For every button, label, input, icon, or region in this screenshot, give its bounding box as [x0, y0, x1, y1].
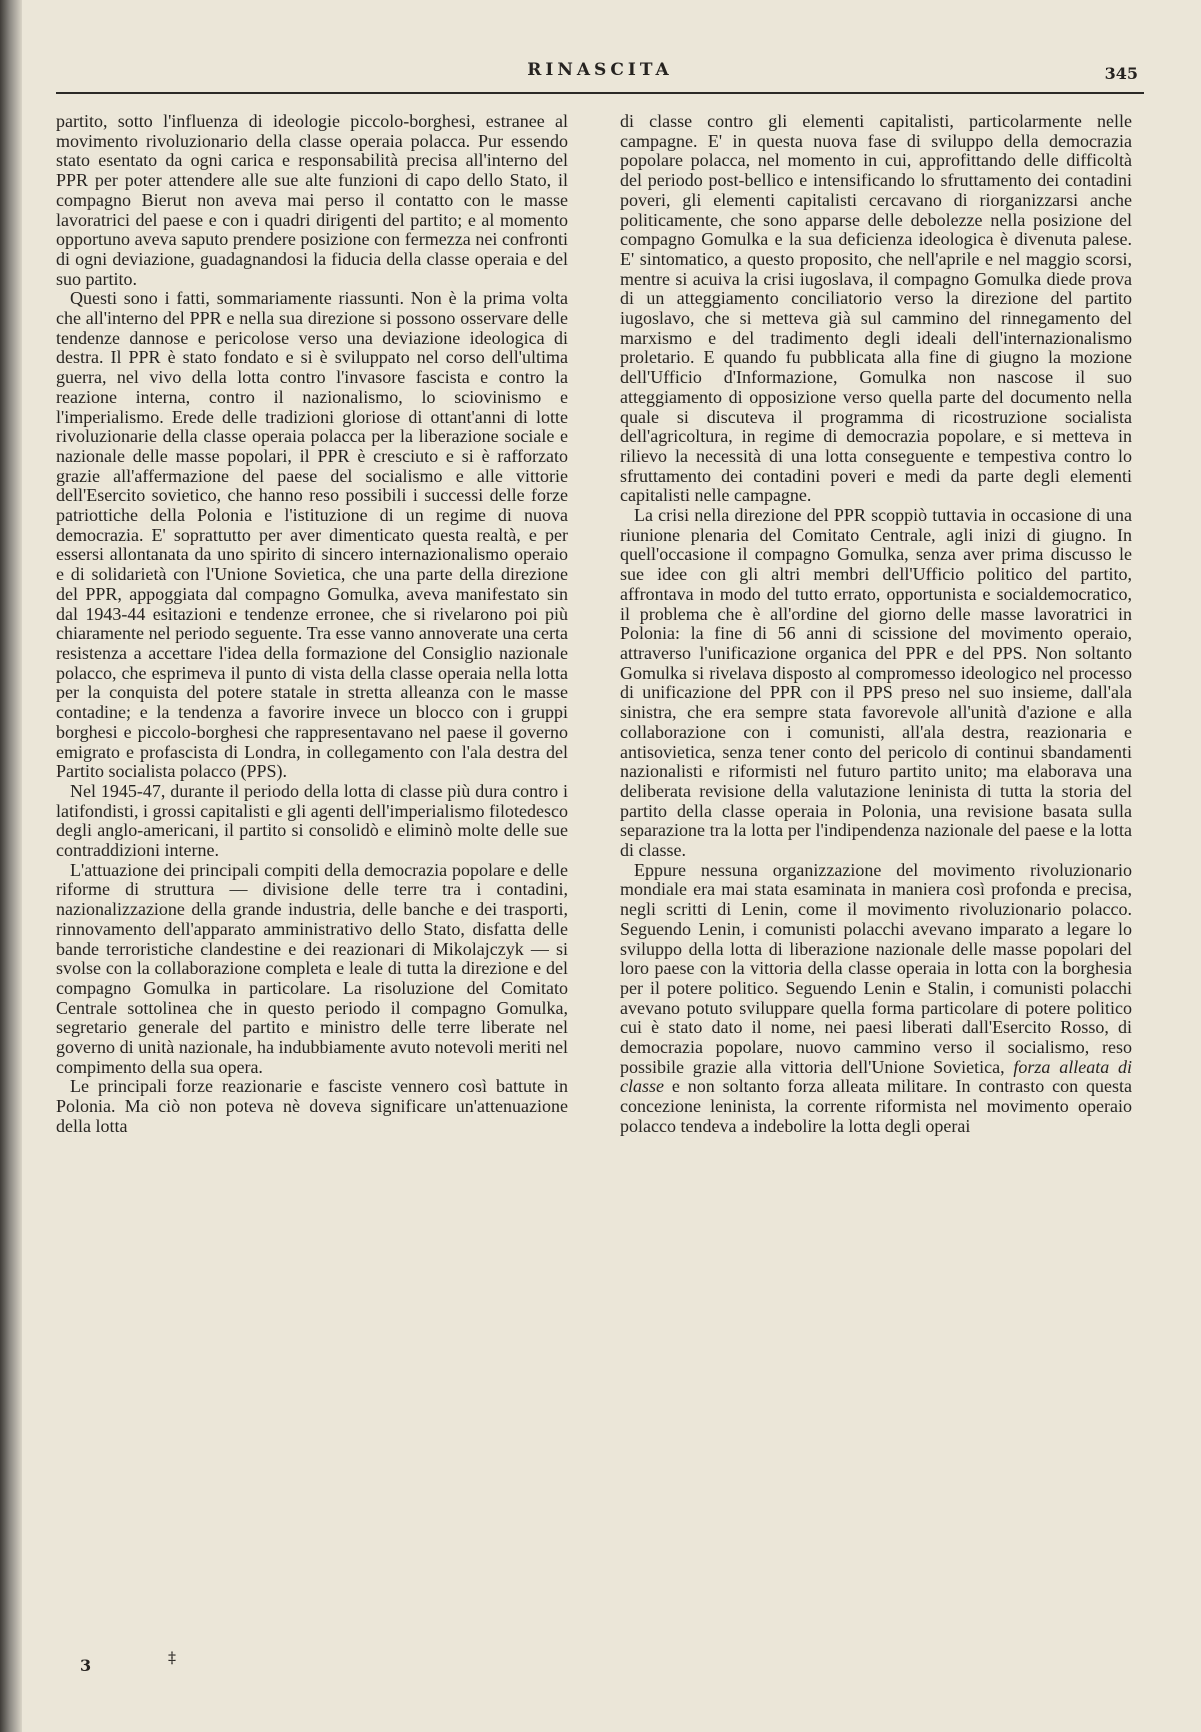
left-column — [56, 112, 568, 1137]
printer-mark: ‡ — [168, 1648, 176, 1667]
paragraph-text: Eppure nessuna organizzazione del movimento rivoluzionario mondiale era mai stata esaminata in maniera così profonda e precisa, negli scritti di Lenin, come il movimento rivoluzionario polacco. Seguendo Lenin, i comunisti polacchi avevano imparato a legare lo sviluppo della lotta di liberazione nazionale delle masse popolari del loro paese con la vittoria della classe operaia in lotta con la borghesia per il potere politico. Seguendo Lenin e Stalin, i comunisti polacchi avevano potuto sviluppare quella forma particolare di potere politico cui è stato dato il nome, nei paesi liberati dall'Esercito Rosso, di democrazia popolare, nuovo cammino verso il socialismo, reso possibile grazie alla vittoria dell'Unione Sovietica, — [620, 859, 1132, 1077]
paragraph-text: e non soltanto forza alleata militare. In contrasto con questa concezione leninista, la corrente riformista nel movimento operaio polacco tendeva a indebolire la lotta degli operai — [620, 1076, 1133, 1136]
paragraph: Questi sono i fatti, sommariamente riassunti. Non è la prima volta che all'interno del PPR e nella sua direzione si possono osservare delle tendenze dannose e pericolose verso una deviazione ideologica di destra. Il PPR è stato fondato e si è sviluppato nel corso dell'ultima guerra, nel vivo della lotta contro l'invasore fascista e contro la reazione interna, contro il nazionalismo, lo sciovinismo e l'imperialismo. Erede delle tradizioni gloriose di ottant'anni di lotte rivoluzionarie della classe operaia polacca per la liberazione sociale e nazionale delle masse popolari, il PPR è cresciuto e si è rafforzato grazie all'affermazione del paese del socialismo e alle vittorie dell'Esercito sovietico, che hanno reso possibili i successi delle forze patriottiche della Polonia e l'istituzione di un regime di nuova democrazia. E' soprattutto per aver dimenticato questa realtà, e per essersi allontanata da uno spirito di sincero internazionalismo operaio e di solidarietà con l'Unione Sovietica, che una parte della direzione del PPR, appoggiata dal compagno Gomulka, aveva manifestato sin dal 1943-44 esitazioni e tendenze erronee, che si rivelarono poi più chiaramente nel periodo seguente. Tra esse vanno annoverate una certa resistenza a accettare l'idea della formazione del Consiglio nazionale polacco, che esprimeva il punto di vista della classe operaia nella lotta per la conquista del potere statale in stretta alleanza con le masse contadine; e la tendenza a favorire invece un blocco con i gruppi borghesi e piccolo-borghesi che rappresentavano nel paese il governo emigrato e profascista di Londra, in collegamento con l'ala destra del Partito socialista polacco (PPS). — [56, 288, 568, 782]
right-column — [620, 112, 1132, 1137]
paragraph: Nel 1945-47, durante il periodo della lotta di classe più dura contro i latifondisti, i grossi capitalisti e gli agenti dell'imperialismo filotedesco degli anglo-americani, il partito si consolidò e eliminò molte delle sue contraddizioni interne. — [56, 780, 568, 861]
running-title: RINASCITA — [527, 60, 673, 80]
paragraph — [620, 861, 1132, 1137]
paragraph: partito, sotto l'influenza di ideologie piccolo-borghesi, estranee al movimento rivoluzionario della classe operaia polacca. Pur essendo stato esentato da ogni carica e responsabilità precisa all'interno del PPR per poter attendere alle sue alte funzioni di capo dello Stato, il compagno Bierut non aveva mai perso il contatto con le masse lavoratrici del paese e con i quadri dirigenti del partito; e al momento opportuno aveva saputo prendere posizione con fermezza nei confronti di ogni deviazione, guadagnandosi la fiducia della classe operaia e del suo partito. — [56, 111, 568, 289]
page-header — [56, 58, 1144, 94]
paragraph: La crisi nella direzione del PPR scoppiò tuttavia in occasione di una riunione plenaria del Comitato Centrale, agli inizi di giugno. In quell'occasione il compagno Gomulka, senza aver prima discusso le sue idee con gli altri membri dell'Ufficio politico del partito, affrontava in modo del tutto errato, opportunista e socialdemocratico, il problema che è all'ordine del giorno delle masse lavoratrici in Polonia: la fine di 56 anni di scissione del movimento operaio, attraverso l'unificazione organica del PPR e del PPS. Non soltanto Gomulka si rivelava disposto al compromesso ideologico nel processo di unificazione del PPR con il PPS preso nel suo insieme, dall'ala sinistra, che era sempre stata favorevole all'unità d'azione e alla collaborazione con i comunisti, all'ala destra, reazionaria e antisovietica, senza tener conto del pericolo di continui sbandamenti nazionalisti e riformisti nel futuro partito unito; ma elaborava una deliberata revisione della valutazione leninista di tutta la storia del partito della classe operaia in Polonia, una revisione basata sulla separazione tra la lotta per l'indipendenza nazionale del paese e la lotta di classe. — [620, 505, 1132, 861]
paragraph: L'attuazione dei principali compiti della democrazia popolare e delle riforme di struttura — divisione delle terre tra i contadini, nazionalizzazione della grande industria, delle banche e dei trasporti, rinnovamento dell'apparato amministrativo dello Stato, disfatta delle bande terroristiche clandestine e dei reazionari di Mikolajczyk — si svolse con la collaborazione completa e leale di tutta la direzione e del compagno Gomulka in particolare. La risoluzione del Comitato Centrale sottolinea che in questo periodo il compagno Gomulka, segretario generale del partito e ministro delle terre liberate nel governo di unità nazionale, ha indubbiamente avuto notevoli meriti nel compimento della sua opera. — [56, 859, 568, 1077]
paragraph: di classe contro gli elementi capitalisti, particolarmente nelle campagne. E' in questa nuova fase di sviluppo della democrazia popolare polacca, nel momento in cui, approfittando delle difficoltà del periodo post-bellico e intensificando lo sfruttamento dei contadini poveri, gli elementi capitalisti cercavano di riorganizzarsi anche politicamente, che sono apparse delle debolezze nella posizione del compagno Gomulka e la sua deficienza ideologica è divenuta palese. E' sintomatico, a questo proposito, che nell'aprile e nel maggio scorsi, mentre si acuiva la crisi iugoslava, il compagno Gomulka diede prova di un atteggiamento conciliatorio verso la direzione del partito iugoslavo, che si metteva già sul cammino del rinnegamento del marxismo e del tradimento degli ideali dell'internazionalismo proletario. E quando fu pubblicata alla fine di giugno la mozione dell'Ufficio d'Informazione, Gomulka non nascose il suo atteggiamento di opposizione verso quella parte del documento nella quale si discuteva il programma di ricostruzione socialista dell'agricoltura, in regime di democrazia popolare, e si metteva in rilievo la necessità di una lotta conseguente e tempestiva contro lo sfruttamento dei contadini poveri e medi da parte degli elementi capitalisti nelle campagne. — [620, 111, 1132, 506]
emphasized-text: forza alleata di classe — [620, 1056, 1132, 1097]
paragraph: Le principali forze reazionarie e fasciste vennero così battute in Polonia. Ma ciò non poteva nè doveva significare un'attenuazione della lotta — [56, 1076, 568, 1136]
page-number: 345 — [1104, 64, 1138, 83]
signature-number: 3 — [80, 1656, 92, 1675]
binding-shadow — [0, 0, 22, 1732]
